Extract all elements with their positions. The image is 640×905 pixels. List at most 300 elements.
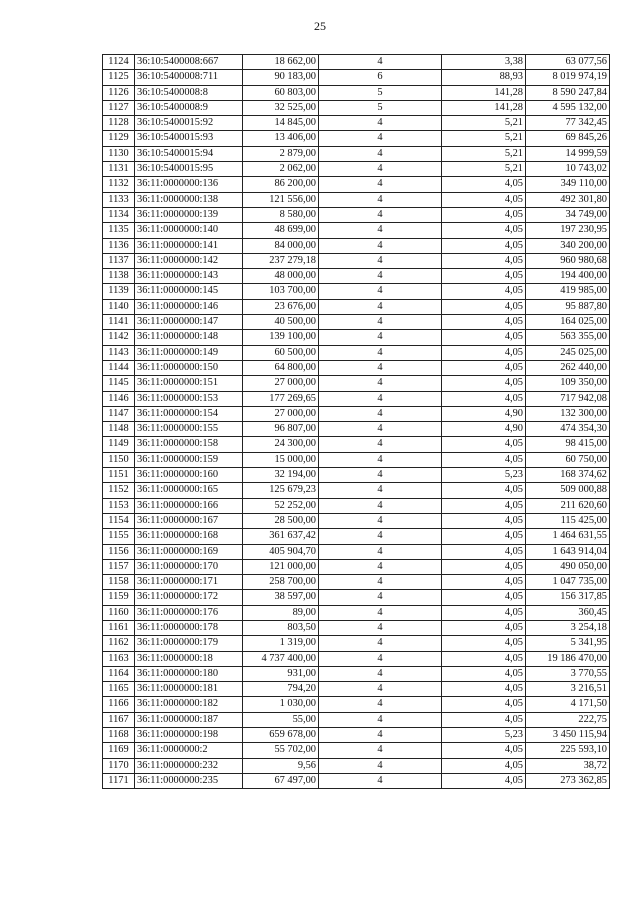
cadastral-number-cell: 36:11:0000000:151	[135, 376, 243, 391]
amount-cell: 115 425,00	[526, 513, 610, 528]
rate-cell: 4,05	[442, 743, 526, 758]
row-number-cell: 1138	[103, 269, 135, 284]
amount-cell: 509 000,88	[526, 483, 610, 498]
area-cell: 125 679,23	[243, 483, 319, 498]
category-cell: 4	[319, 529, 442, 544]
amount-cell: 63 077,56	[526, 55, 610, 70]
amount-cell: 563 355,00	[526, 330, 610, 345]
row-number-cell: 1171	[103, 773, 135, 788]
category-cell: 4	[319, 223, 442, 238]
row-number-cell: 1149	[103, 437, 135, 452]
amount-cell: 3 254,18	[526, 620, 610, 635]
table-row	[103, 116, 610, 131]
row-number-cell: 1141	[103, 315, 135, 330]
category-cell: 4	[319, 437, 442, 452]
category-cell: 4	[319, 284, 442, 299]
category-cell: 4	[319, 620, 442, 635]
rate-cell: 5,21	[442, 131, 526, 146]
area-cell: 60 500,00	[243, 345, 319, 360]
area-cell: 32 525,00	[243, 100, 319, 115]
cadastral-number-cell: 36:11:0000000:153	[135, 391, 243, 406]
row-number-cell: 1163	[103, 651, 135, 666]
table-row	[103, 697, 610, 712]
cadastral-number-cell: 36:11:0000000:187	[135, 712, 243, 727]
table-row	[103, 345, 610, 360]
rate-cell: 141,28	[442, 85, 526, 100]
row-number-cell: 1134	[103, 207, 135, 222]
area-cell: 2 062,00	[243, 162, 319, 177]
cadastral-number-cell: 36:11:0000000:154	[135, 406, 243, 421]
area-cell: 67 497,00	[243, 773, 319, 788]
rate-cell: 4,05	[442, 223, 526, 238]
category-cell: 4	[319, 177, 442, 192]
row-number-cell: 1170	[103, 758, 135, 773]
cadastral-number-cell: 36:10:5400015:93	[135, 131, 243, 146]
table-row	[103, 238, 610, 253]
row-number-cell: 1130	[103, 146, 135, 161]
rate-cell: 4,05	[442, 605, 526, 620]
row-number-cell: 1140	[103, 299, 135, 314]
cadastral-number-cell: 36:10:5400015:94	[135, 146, 243, 161]
table-row	[103, 590, 610, 605]
cadastral-number-cell: 36:11:0000000:150	[135, 360, 243, 375]
category-cell: 4	[319, 376, 442, 391]
amount-cell: 349 110,00	[526, 177, 610, 192]
row-number-cell: 1158	[103, 575, 135, 590]
amount-cell: 3 216,51	[526, 682, 610, 697]
rate-cell: 5,23	[442, 468, 526, 483]
table-row	[103, 712, 610, 727]
area-cell: 13 406,00	[243, 131, 319, 146]
amount-cell: 156 317,85	[526, 590, 610, 605]
table-row	[103, 758, 610, 773]
amount-cell: 1 047 735,00	[526, 575, 610, 590]
category-cell: 4	[319, 513, 442, 528]
table-row	[103, 253, 610, 268]
category-cell: 5	[319, 100, 442, 115]
table-row	[103, 422, 610, 437]
row-number-cell: 1129	[103, 131, 135, 146]
area-cell: 931,00	[243, 666, 319, 681]
category-cell: 4	[319, 559, 442, 574]
rate-cell: 4,05	[442, 575, 526, 590]
amount-cell: 3 770,55	[526, 666, 610, 681]
table-row	[103, 773, 610, 788]
amount-cell: 717 942,08	[526, 391, 610, 406]
area-cell: 121 556,00	[243, 192, 319, 207]
amount-cell: 8 590 247,84	[526, 85, 610, 100]
cadastral-number-cell: 36:11:0000000:181	[135, 682, 243, 697]
table-row	[103, 192, 610, 207]
area-cell: 27 000,00	[243, 406, 319, 421]
row-number-cell: 1161	[103, 620, 135, 635]
cadastral-number-cell: 36:11:0000000:169	[135, 544, 243, 559]
cadastral-number-cell: 36:11:0000000:168	[135, 529, 243, 544]
row-number-cell: 1142	[103, 330, 135, 345]
area-cell: 89,00	[243, 605, 319, 620]
cadastral-number-cell: 36:11:0000000:149	[135, 345, 243, 360]
cadastral-number-cell: 36:11:0000000:136	[135, 177, 243, 192]
amount-cell: 1 464 631,55	[526, 529, 610, 544]
amount-cell: 98 415,00	[526, 437, 610, 452]
row-number-cell: 1150	[103, 452, 135, 467]
amount-cell: 273 362,85	[526, 773, 610, 788]
area-cell: 18 662,00	[243, 55, 319, 70]
table-row	[103, 100, 610, 115]
land-plot-table	[102, 54, 610, 789]
table-row	[103, 620, 610, 635]
category-cell: 4	[319, 269, 442, 284]
row-number-cell: 1169	[103, 743, 135, 758]
amount-cell: 60 750,00	[526, 452, 610, 467]
area-cell: 55,00	[243, 712, 319, 727]
row-number-cell: 1162	[103, 636, 135, 651]
table-row	[103, 162, 610, 177]
category-cell: 4	[319, 712, 442, 727]
row-number-cell: 1155	[103, 529, 135, 544]
rate-cell: 4,05	[442, 666, 526, 681]
table-row	[103, 728, 610, 743]
cadastral-number-cell: 36:11:0000000:158	[135, 437, 243, 452]
area-cell: 4 737 400,00	[243, 651, 319, 666]
category-cell: 4	[319, 498, 442, 513]
table-row	[103, 559, 610, 574]
cadastral-number-cell: 36:11:0000000:198	[135, 728, 243, 743]
amount-cell: 4 171,50	[526, 697, 610, 712]
cadastral-number-cell: 36:11:0000000:165	[135, 483, 243, 498]
category-cell: 4	[319, 345, 442, 360]
cadastral-number-cell: 36:10:5400008:8	[135, 85, 243, 100]
category-cell: 4	[319, 116, 442, 131]
row-number-cell: 1167	[103, 712, 135, 727]
rate-cell: 4,05	[442, 437, 526, 452]
table-row	[103, 146, 610, 161]
rate-cell: 4,05	[442, 544, 526, 559]
cadastral-number-cell: 36:11:0000000:166	[135, 498, 243, 513]
area-cell: 48 699,00	[243, 223, 319, 238]
rate-cell: 4,05	[442, 315, 526, 330]
category-cell: 4	[319, 238, 442, 253]
rate-cell: 4,05	[442, 238, 526, 253]
area-cell: 55 702,00	[243, 743, 319, 758]
rate-cell: 4,05	[442, 758, 526, 773]
table-row	[103, 468, 610, 483]
table-row	[103, 131, 610, 146]
rate-cell: 4,05	[442, 651, 526, 666]
amount-cell: 222,75	[526, 712, 610, 727]
rate-cell: 4,05	[442, 636, 526, 651]
category-cell: 4	[319, 422, 442, 437]
row-number-cell: 1159	[103, 590, 135, 605]
rate-cell: 4,05	[442, 253, 526, 268]
category-cell: 4	[319, 743, 442, 758]
area-cell: 52 252,00	[243, 498, 319, 513]
rate-cell: 4,05	[442, 773, 526, 788]
category-cell: 4	[319, 315, 442, 330]
rate-cell: 5,21	[442, 146, 526, 161]
category-cell: 4	[319, 253, 442, 268]
cadastral-number-cell: 36:11:0000000:180	[135, 666, 243, 681]
area-cell: 121 000,00	[243, 559, 319, 574]
table-body	[103, 55, 610, 789]
table-row	[103, 498, 610, 513]
area-cell: 38 597,00	[243, 590, 319, 605]
row-number-cell: 1132	[103, 177, 135, 192]
table-row	[103, 743, 610, 758]
amount-cell: 132 300,00	[526, 406, 610, 421]
row-number-cell: 1128	[103, 116, 135, 131]
cadastral-number-cell: 36:11:0000000:138	[135, 192, 243, 207]
table-row	[103, 452, 610, 467]
amount-cell: 1 643 914,04	[526, 544, 610, 559]
row-number-cell: 1139	[103, 284, 135, 299]
table-row	[103, 605, 610, 620]
category-cell: 4	[319, 131, 442, 146]
table-row	[103, 666, 610, 681]
cadastral-number-cell: 36:11:0000000:139	[135, 207, 243, 222]
table-row	[103, 207, 610, 222]
amount-cell: 194 400,00	[526, 269, 610, 284]
amount-cell: 3 450 115,94	[526, 728, 610, 743]
amount-cell: 95 887,80	[526, 299, 610, 314]
category-cell: 4	[319, 544, 442, 559]
amount-cell: 5 341,95	[526, 636, 610, 651]
rate-cell: 4,05	[442, 299, 526, 314]
amount-cell: 69 845,26	[526, 131, 610, 146]
cadastral-number-cell: 36:10:5400008:711	[135, 70, 243, 85]
cadastral-number-cell: 36:11:0000000:176	[135, 605, 243, 620]
cadastral-number-cell: 36:11:0000000:143	[135, 269, 243, 284]
row-number-cell: 1144	[103, 360, 135, 375]
row-number-cell: 1165	[103, 682, 135, 697]
amount-cell: 225 593,10	[526, 743, 610, 758]
cadastral-number-cell: 36:11:0000000:142	[135, 253, 243, 268]
cadastral-number-cell: 36:10:5400015:92	[135, 116, 243, 131]
table-row	[103, 406, 610, 421]
rate-cell: 141,28	[442, 100, 526, 115]
rate-cell: 4,05	[442, 177, 526, 192]
table-row	[103, 529, 610, 544]
rate-cell: 4,05	[442, 330, 526, 345]
table-row	[103, 651, 610, 666]
cadastral-number-cell: 36:11:0000000:172	[135, 590, 243, 605]
area-cell: 177 269,65	[243, 391, 319, 406]
cadastral-number-cell: 36:11:0000000:159	[135, 452, 243, 467]
cadastral-number-cell: 36:10:5400008:667	[135, 55, 243, 70]
table-row	[103, 391, 610, 406]
category-cell: 4	[319, 406, 442, 421]
rate-cell: 4,90	[442, 422, 526, 437]
area-cell: 361 637,42	[243, 529, 319, 544]
category-cell: 4	[319, 758, 442, 773]
cadastral-number-cell: 36:11:0000000:171	[135, 575, 243, 590]
row-number-cell: 1146	[103, 391, 135, 406]
area-cell: 15 000,00	[243, 452, 319, 467]
amount-cell: 77 342,45	[526, 116, 610, 131]
category-cell: 4	[319, 605, 442, 620]
table-row	[103, 85, 610, 100]
area-cell: 1 030,00	[243, 697, 319, 712]
cadastral-number-cell: 36:11:0000000:145	[135, 284, 243, 299]
area-cell: 2 879,00	[243, 146, 319, 161]
row-number-cell: 1147	[103, 406, 135, 421]
cadastral-number-cell: 36:11:0000000:148	[135, 330, 243, 345]
area-cell: 659 678,00	[243, 728, 319, 743]
category-cell: 4	[319, 207, 442, 222]
cadastral-number-cell: 36:11:0000000:18	[135, 651, 243, 666]
rate-cell: 4,05	[442, 376, 526, 391]
cadastral-number-cell: 36:11:0000000:232	[135, 758, 243, 773]
category-cell: 4	[319, 162, 442, 177]
category-cell: 4	[319, 575, 442, 590]
category-cell: 4	[319, 468, 442, 483]
rate-cell: 4,05	[442, 192, 526, 207]
cadastral-number-cell: 36:11:0000000:178	[135, 620, 243, 635]
page-number: 25	[314, 19, 326, 33]
rate-cell: 4,05	[442, 207, 526, 222]
rate-cell: 4,05	[442, 360, 526, 375]
category-cell: 4	[319, 590, 442, 605]
cadastral-number-cell: 36:11:0000000:141	[135, 238, 243, 253]
rate-cell: 4,05	[442, 712, 526, 727]
category-cell: 6	[319, 70, 442, 85]
category-cell: 4	[319, 682, 442, 697]
cadastral-number-cell: 36:10:5400008:9	[135, 100, 243, 115]
rate-cell: 4,90	[442, 406, 526, 421]
row-number-cell: 1157	[103, 559, 135, 574]
category-cell: 4	[319, 666, 442, 681]
table-row	[103, 483, 610, 498]
cadastral-number-cell: 36:11:0000000:179	[135, 636, 243, 651]
row-number-cell: 1151	[103, 468, 135, 483]
area-cell: 27 000,00	[243, 376, 319, 391]
amount-cell: 490 050,00	[526, 559, 610, 574]
amount-cell: 197 230,95	[526, 223, 610, 238]
rate-cell: 4,05	[442, 269, 526, 284]
row-number-cell: 1148	[103, 422, 135, 437]
area-cell: 14 845,00	[243, 116, 319, 131]
amount-cell: 4 595 132,00	[526, 100, 610, 115]
table-row	[103, 360, 610, 375]
area-cell: 32 194,00	[243, 468, 319, 483]
table-row	[103, 513, 610, 528]
table-row	[103, 636, 610, 651]
row-number-cell: 1126	[103, 85, 135, 100]
category-cell: 4	[319, 360, 442, 375]
amount-cell: 19 186 470,00	[526, 651, 610, 666]
cadastral-number-cell: 36:11:0000000:147	[135, 315, 243, 330]
cadastral-number-cell: 36:10:5400015:95	[135, 162, 243, 177]
amount-cell: 168 374,62	[526, 468, 610, 483]
row-number-cell: 1164	[103, 666, 135, 681]
category-cell: 4	[319, 697, 442, 712]
cadastral-number-cell: 36:11:0000000:235	[135, 773, 243, 788]
amount-cell: 109 350,00	[526, 376, 610, 391]
amount-cell: 211 620,60	[526, 498, 610, 513]
category-cell: 5	[319, 85, 442, 100]
category-cell: 4	[319, 55, 442, 70]
amount-cell: 262 440,00	[526, 360, 610, 375]
row-number-cell: 1168	[103, 728, 135, 743]
area-cell: 28 500,00	[243, 513, 319, 528]
area-cell: 103 700,00	[243, 284, 319, 299]
area-cell: 258 700,00	[243, 575, 319, 590]
area-cell: 90 183,00	[243, 70, 319, 85]
category-cell: 4	[319, 636, 442, 651]
category-cell: 4	[319, 330, 442, 345]
area-cell: 84 000,00	[243, 238, 319, 253]
area-cell: 237 279,18	[243, 253, 319, 268]
amount-cell: 474 354,30	[526, 422, 610, 437]
amount-cell: 340 200,00	[526, 238, 610, 253]
area-cell: 64 800,00	[243, 360, 319, 375]
rate-cell: 4,05	[442, 483, 526, 498]
cadastral-number-cell: 36:11:0000000:160	[135, 468, 243, 483]
table-row	[103, 284, 610, 299]
area-cell: 9,56	[243, 758, 319, 773]
table-row	[103, 575, 610, 590]
category-cell: 4	[319, 728, 442, 743]
category-cell: 4	[319, 146, 442, 161]
row-number-cell: 1154	[103, 513, 135, 528]
rate-cell: 4,05	[442, 529, 526, 544]
table-row	[103, 55, 610, 70]
amount-cell: 419 985,00	[526, 284, 610, 299]
table-row	[103, 544, 610, 559]
area-cell: 86 200,00	[243, 177, 319, 192]
area-cell: 48 000,00	[243, 269, 319, 284]
rate-cell: 4,05	[442, 284, 526, 299]
amount-cell: 960 980,68	[526, 253, 610, 268]
row-number-cell: 1145	[103, 376, 135, 391]
category-cell: 4	[319, 391, 442, 406]
area-cell: 23 676,00	[243, 299, 319, 314]
rate-cell: 4,05	[442, 620, 526, 635]
area-cell: 8 580,00	[243, 207, 319, 222]
row-number-cell: 1124	[103, 55, 135, 70]
area-cell: 803,50	[243, 620, 319, 635]
area-cell: 24 300,00	[243, 437, 319, 452]
rate-cell: 5,21	[442, 116, 526, 131]
rate-cell: 5,23	[442, 728, 526, 743]
rate-cell: 4,05	[442, 697, 526, 712]
row-number-cell: 1143	[103, 345, 135, 360]
amount-cell: 14 999,59	[526, 146, 610, 161]
rate-cell: 4,05	[442, 391, 526, 406]
area-cell: 40 500,00	[243, 315, 319, 330]
amount-cell: 8 019 974,19	[526, 70, 610, 85]
cadastral-number-cell: 36:11:0000000:182	[135, 697, 243, 712]
table-row	[103, 315, 610, 330]
amount-cell: 34 749,00	[526, 207, 610, 222]
cadastral-number-cell: 36:11:0000000:140	[135, 223, 243, 238]
row-number-cell: 1131	[103, 162, 135, 177]
rate-cell: 4,05	[442, 559, 526, 574]
rate-cell: 5,21	[442, 162, 526, 177]
row-number-cell: 1153	[103, 498, 135, 513]
category-cell: 4	[319, 483, 442, 498]
row-number-cell: 1133	[103, 192, 135, 207]
cadastral-number-cell: 36:11:0000000:170	[135, 559, 243, 574]
table-row	[103, 682, 610, 697]
rate-cell: 4,05	[442, 498, 526, 513]
category-cell: 4	[319, 452, 442, 467]
cadastral-number-cell: 36:11:0000000:2	[135, 743, 243, 758]
rate-cell: 4,05	[442, 682, 526, 697]
area-cell: 794,20	[243, 682, 319, 697]
rate-cell: 4,05	[442, 345, 526, 360]
amount-cell: 10 743,02	[526, 162, 610, 177]
